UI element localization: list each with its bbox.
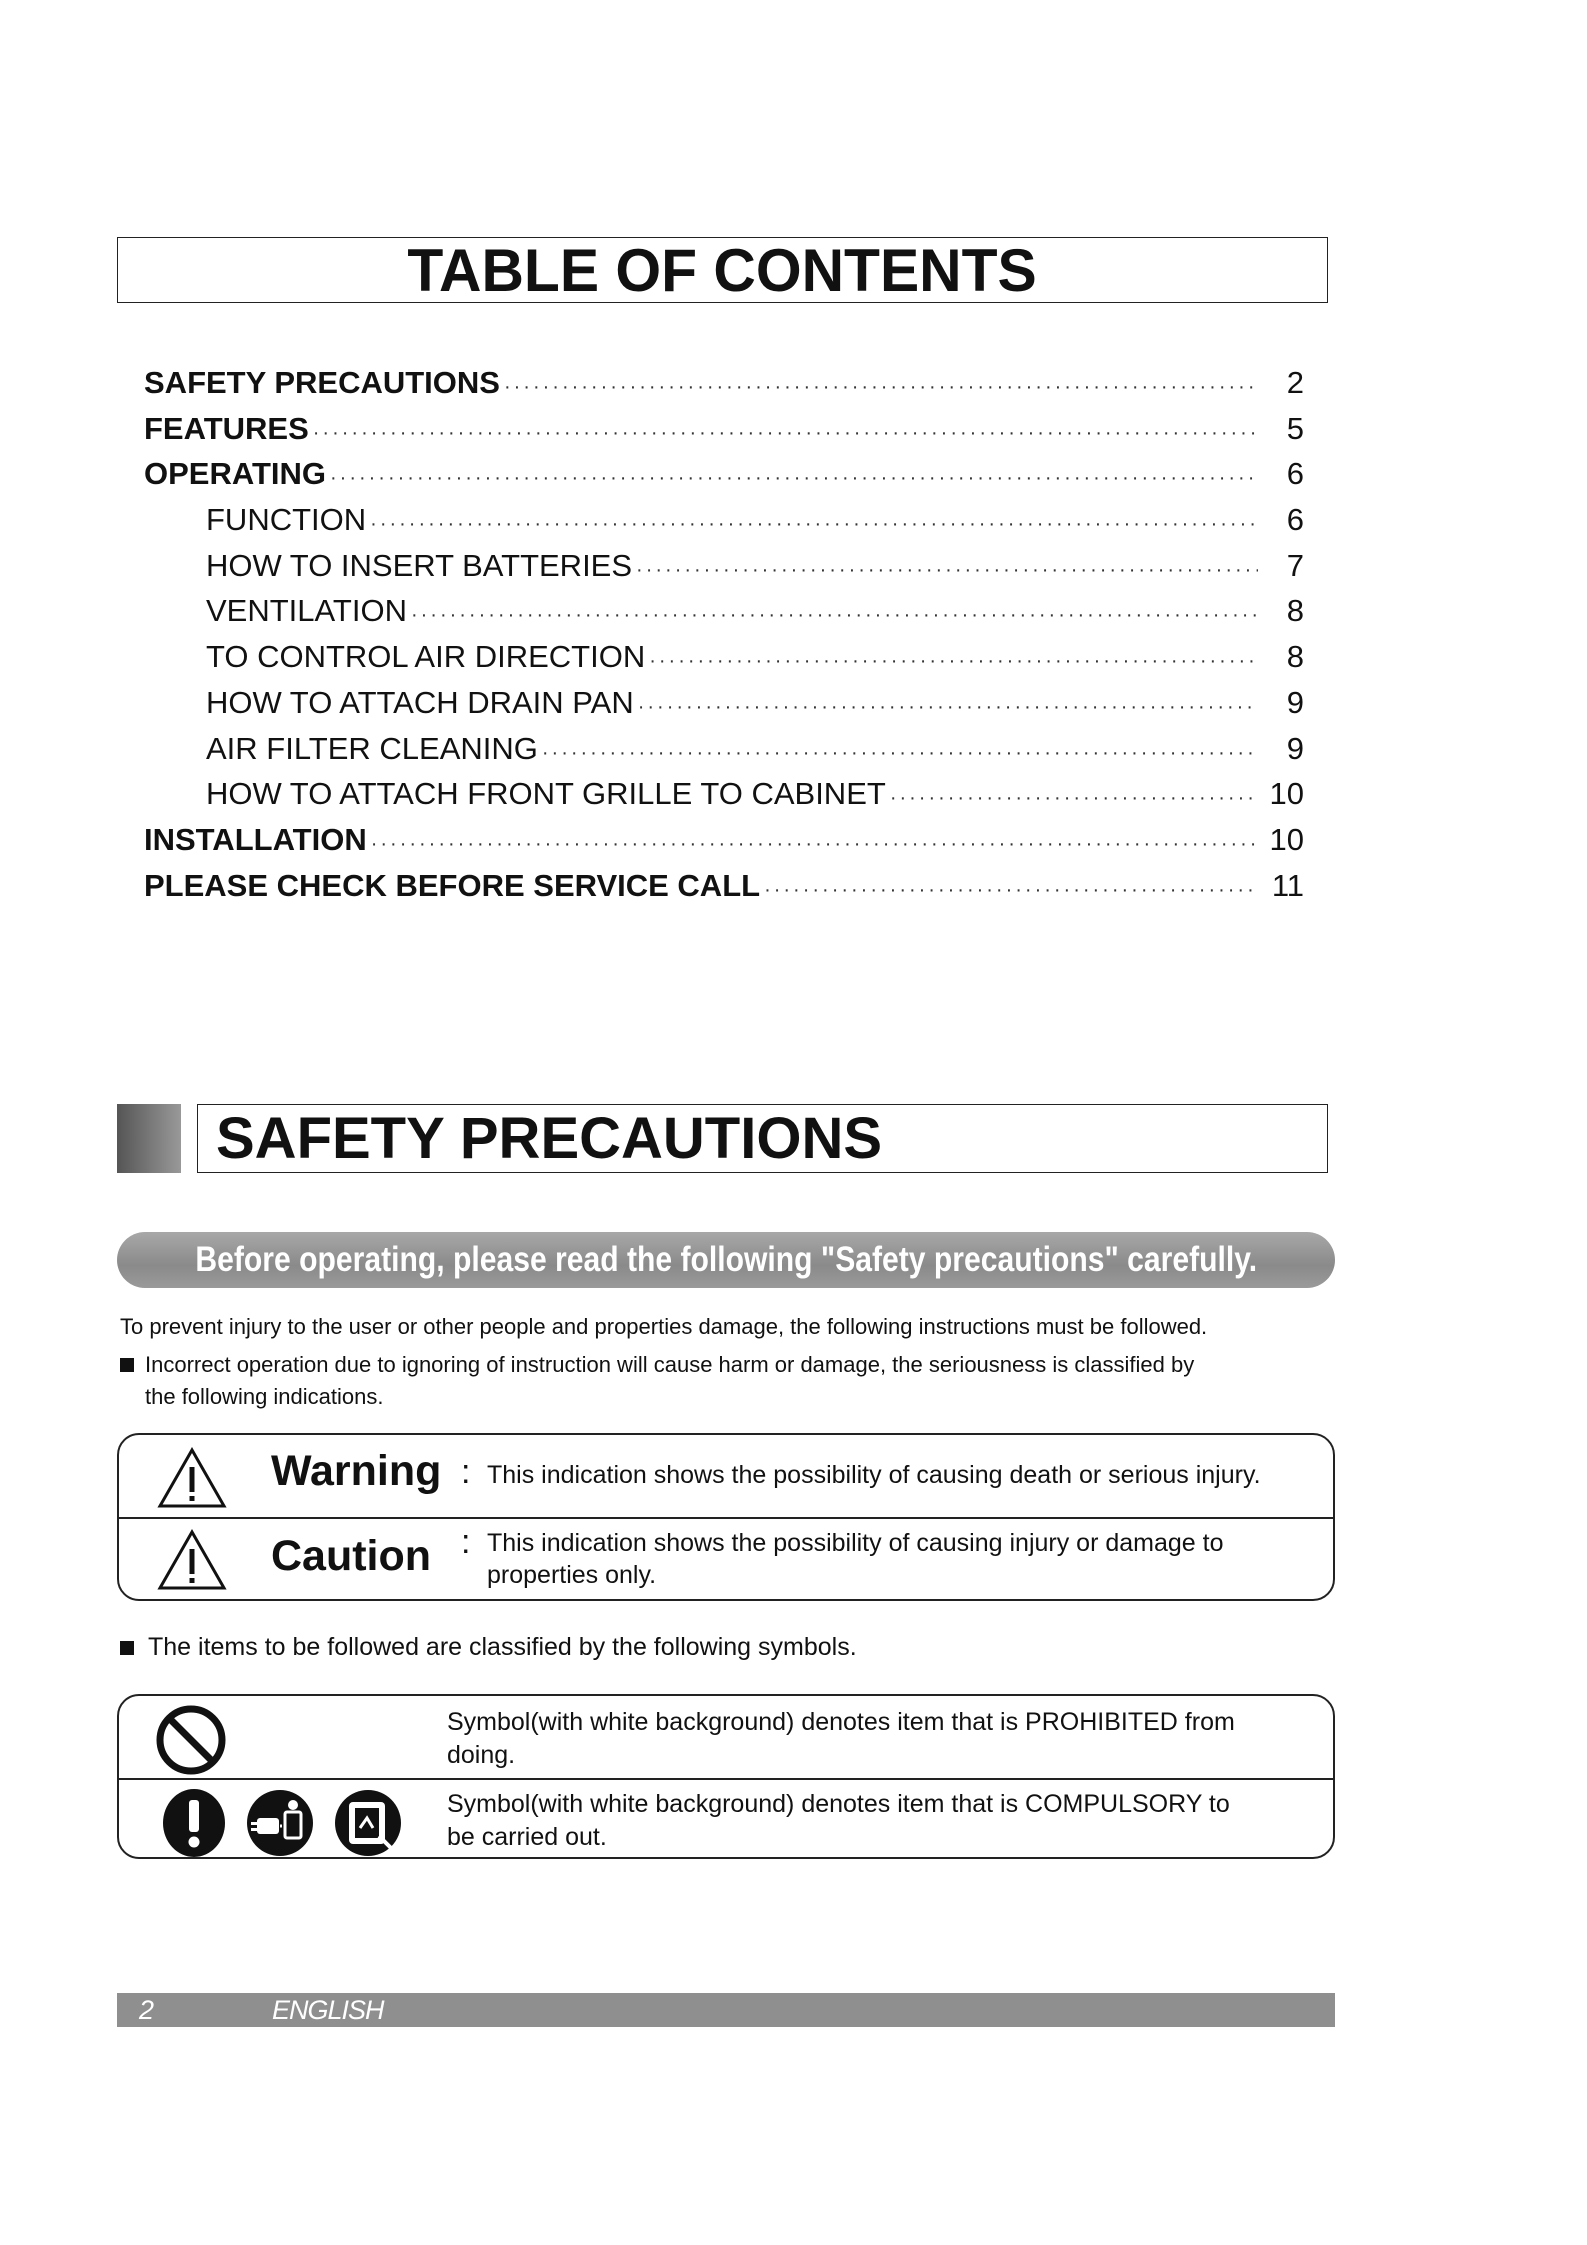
toc-entry-page: 6 — [1286, 502, 1304, 538]
warning-caution-box — [117, 1433, 1335, 1601]
toc-entry-page: 7 — [1286, 547, 1304, 583]
exclamation-icon — [161, 1788, 227, 1858]
toc-entry-label: PLEASE CHECK BEFORE SERVICE CALL — [144, 867, 761, 903]
toc-entry-page: 8 — [1286, 639, 1304, 675]
toc-dot-leader — [636, 559, 1258, 582]
toc-entry-label: VENTILATION — [206, 593, 407, 629]
symbols-box — [117, 1694, 1335, 1859]
caution-text-line-1: This indication shows the possibility of causing injury or damage to — [487, 1529, 1224, 1557]
prohibited-icon — [155, 1704, 227, 1776]
caution-colon: : — [461, 1523, 471, 1561]
toc-entry-label: HOW TO ATTACH DRAIN PAN — [206, 684, 634, 720]
toc-dot-leader — [649, 650, 1258, 673]
toc-dot-leader — [330, 467, 1258, 490]
toc-entry — [144, 502, 1304, 548]
toc-entry-label: TO CONTROL AIR DIRECTION — [206, 639, 646, 675]
square-bullet-icon — [120, 1358, 134, 1372]
toc-entry-page: 9 — [1286, 730, 1304, 766]
bullet-paragraph — [120, 1349, 1335, 1413]
safety-title: SAFETY PRECAUTIONS — [216, 1106, 883, 1171]
prohibited-row — [119, 1696, 1333, 1778]
toc-entry-page: 8 — [1286, 593, 1304, 629]
toc-entry — [144, 365, 1304, 411]
toc-entry — [144, 639, 1304, 685]
toc-entry — [144, 776, 1304, 822]
bullet-line-2: the following indications. — [145, 1384, 384, 1409]
caution-triangle-icon — [157, 1529, 227, 1591]
toc-dot-leader — [764, 879, 1258, 902]
toc-entry — [144, 548, 1304, 594]
toc-entry-page: 10 — [1269, 821, 1304, 857]
caution-text-line-2: properties only. — [487, 1561, 657, 1589]
compulsory-text-line-2: be carried out. — [447, 1823, 607, 1851]
toc-entry-label: OPERATING — [144, 456, 326, 492]
toc-list — [144, 365, 1304, 913]
toc-entry-page: 6 — [1286, 456, 1304, 492]
prohibited-text-line-1: Symbol(with white background) denotes item that is PROHIBITED from — [447, 1708, 1235, 1736]
prohibited-text-line-2: doing. — [447, 1741, 516, 1769]
items-classified-line — [120, 1633, 857, 1662]
toc-entry — [144, 731, 1304, 777]
toc-entry — [144, 456, 1304, 502]
warning-text: This indication shows the possibility of causing death or serious injury. — [487, 1461, 1261, 1489]
unplug-icon — [245, 1788, 315, 1858]
toc-dot-leader — [542, 742, 1258, 765]
toc-title: TABLE OF CONTENTS — [407, 236, 1038, 304]
toc-entry-page: 11 — [1271, 867, 1304, 903]
toc-entry — [144, 822, 1304, 868]
section-marker-block — [117, 1104, 181, 1173]
toc-entry-page: 5 — [1286, 410, 1304, 446]
toc-entry-label: FUNCTION — [206, 502, 367, 538]
footer-page-number: 2 — [139, 1995, 155, 2025]
items-text: The items to be followed are classified by the following symbols. — [148, 1633, 857, 1661]
ground-icon — [333, 1788, 403, 1858]
toc-dot-leader — [504, 376, 1258, 399]
toc-entry-page: 10 — [1269, 776, 1304, 812]
safety-title-box — [197, 1104, 1328, 1173]
toc-entry-label: SAFETY PRECAUTIONS — [144, 365, 500, 400]
footer-language: ENGLISH — [272, 1995, 384, 2025]
intro-line: To prevent injury to the user or other people and properties damage, the following instructions must be followed. — [120, 1314, 1208, 1339]
toc-entry — [144, 868, 1304, 914]
toc-entry-label: HOW TO INSERT BATTERIES — [206, 547, 633, 583]
toc-entry-label: AIR FILTER CLEANING — [206, 730, 538, 766]
warning-row — [119, 1435, 1333, 1517]
compulsory-row — [119, 1778, 1333, 1862]
caution-word: Caution — [271, 1532, 432, 1580]
square-bullet-icon — [120, 1641, 134, 1655]
toc-entry-label: HOW TO ATTACH FRONT GRILLE TO CABINET — [206, 776, 886, 812]
read-carefully-banner — [117, 1232, 1335, 1288]
toc-dot-leader — [313, 422, 1258, 445]
toc-dot-leader — [371, 833, 1258, 856]
toc-title-box — [117, 237, 1328, 303]
toc-dot-leader — [411, 604, 1258, 627]
warning-triangle-icon — [157, 1447, 227, 1509]
banner-text: Before operating, please read the following "Safety precautions" carefully. — [195, 1240, 1257, 1279]
prohibited-text — [447, 1706, 1307, 1772]
toc-entry — [144, 593, 1304, 639]
caution-row — [119, 1517, 1333, 1601]
toc-entry — [144, 411, 1304, 457]
toc-entry-label: INSTALLATION — [144, 821, 367, 857]
toc-dot-leader — [890, 787, 1258, 810]
toc-entry — [144, 685, 1304, 731]
caution-text — [487, 1527, 1327, 1591]
toc-entry-page: 9 — [1286, 684, 1304, 720]
footer-bar — [117, 1993, 1335, 2027]
toc-entry-label: FEATURES — [144, 410, 309, 446]
toc-entry-page: 2 — [1286, 365, 1304, 400]
intro-text — [120, 1311, 1335, 1413]
toc-dot-leader — [370, 513, 1258, 536]
toc-dot-leader — [638, 696, 1258, 719]
bullet-line-1: Incorrect operation due to ignoring of instruction will cause harm or damage, the seriousness is classified by — [145, 1352, 1195, 1377]
warning-word: Warning — [271, 1447, 442, 1495]
compulsory-text-line-1: Symbol(with white background) denotes item that is COMPULSORY to — [447, 1790, 1230, 1818]
compulsory-text — [447, 1788, 1307, 1854]
warning-colon: : — [461, 1453, 471, 1491]
